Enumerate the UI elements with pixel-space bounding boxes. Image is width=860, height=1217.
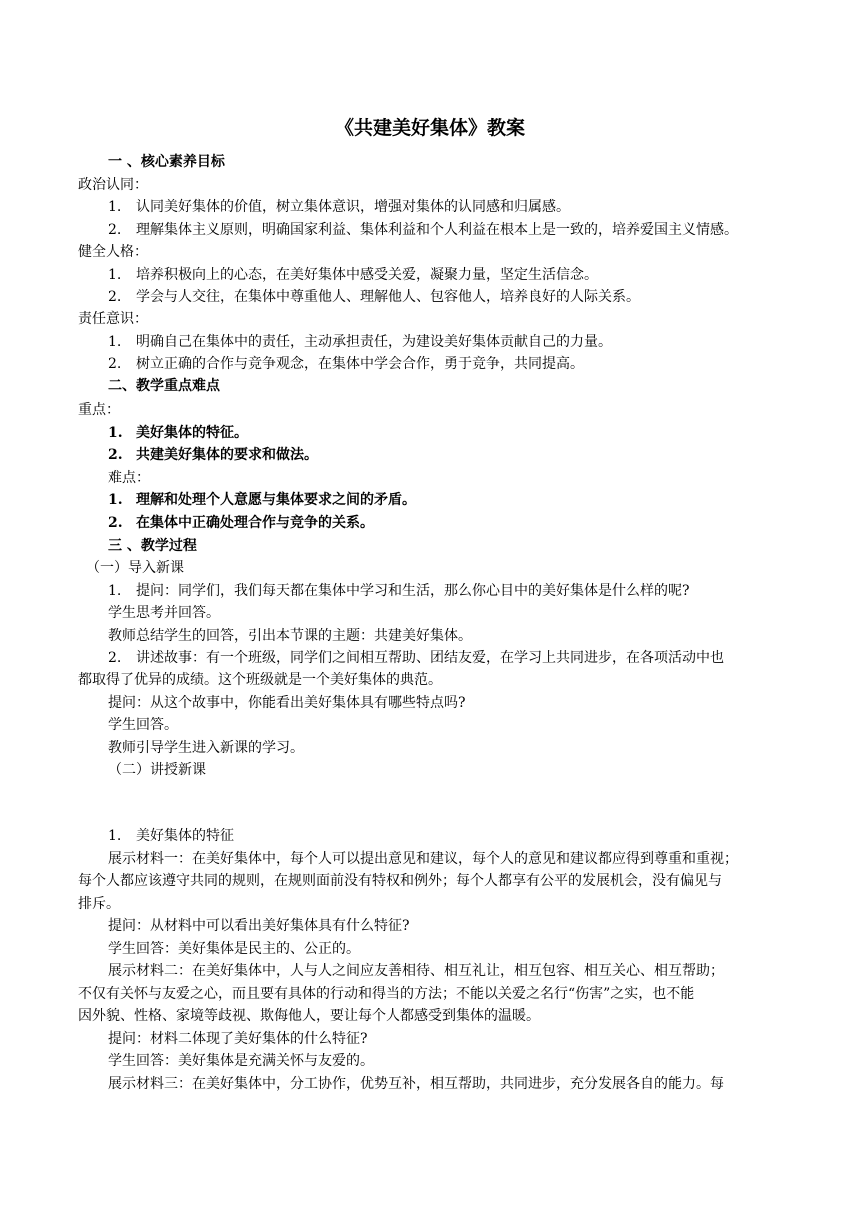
- paragraph: 提问：从这个故事中，你能看出美好集体具有哪些特点吗?: [108, 695, 466, 711]
- list-number: 1.: [108, 334, 122, 350]
- list-text: 学会与人交往，在集体中尊重他人、理解他人、包容他人，培养良好的人际关系。: [136, 289, 640, 305]
- paragraph: 学生回答：美好集体是民主的、公正的。: [108, 941, 360, 957]
- paragraph: 不仅有关怀与友爱之心，而且要有具体的行动和得当的方法；不能以关爱之名行“伤害”之实，也不能: [78, 986, 695, 1002]
- paragraph-text: 提问：同学们，我们每天都在集体中学习和生活，那么你心目中的美好集体是什么样的呢?: [136, 583, 690, 599]
- list-text: 在集体中正确处理合作与竞争的关系。: [136, 515, 374, 531]
- label-sound-personality: 健全人格：: [78, 244, 148, 260]
- list-item: [108, 198, 570, 216]
- list-number: 2.: [108, 447, 123, 463]
- list-text: 认同美好集体的价值，树立集体意识，增强对集体的认同感和归属感。: [136, 199, 570, 215]
- section-heading-key-points: 二、教学重点难点: [108, 378, 220, 394]
- list-item: [108, 355, 584, 373]
- subheading-new-lesson: （二）讲授新课: [108, 762, 206, 778]
- list-number: 2.: [108, 356, 122, 372]
- list-text: 培养积极向上的心态，在美好集体中感受关爱，凝聚力量，坚定生活信念。: [136, 267, 598, 283]
- section-heading-core-goals: 一 、核心素养目标: [108, 154, 225, 170]
- list-number: 1.: [108, 828, 122, 844]
- list-item: [108, 491, 416, 509]
- list-number: 1.: [108, 267, 122, 283]
- subheading-text: 美好集体的特征: [136, 828, 234, 844]
- paragraph: [108, 649, 724, 667]
- label-political-identity: 政治认同：: [78, 177, 148, 193]
- list-number: 1.: [108, 425, 123, 441]
- list-item: [108, 446, 318, 464]
- list-text: 美好集体的特征。: [136, 425, 248, 441]
- paragraph: 展示材料三：在美好集体中，分工协作，优势互补，相互帮助，共同进步，充分发展各自的能力。每: [108, 1076, 724, 1092]
- paragraph: 学生回答。: [108, 717, 178, 733]
- list-item: [108, 266, 598, 284]
- list-item: [108, 333, 612, 351]
- section-heading-teaching-process: 三 、教学过程: [108, 538, 197, 554]
- list-item: [108, 424, 248, 442]
- paragraph-text: 讲述故事：有一个班级，同学们之间相互帮助、团结友爱，在学习上共同进步，在各项活动中也: [136, 650, 724, 666]
- paragraph: 展示材料一：在美好集体中，每个人可以提出意见和建议，每个人的意见和建议都应得到尊重和重视；: [108, 851, 738, 867]
- list-text: 理解和处理个人意愿与集体要求之间的矛盾。: [136, 492, 416, 508]
- paragraph: 提问：材料二体现了美好集体的什么特征?: [108, 1031, 368, 1047]
- list-text: 明确自己在集体中的责任，主动承担责任，为建设美好集体贡献自己的力量。: [136, 334, 612, 350]
- paragraph: 每个人都应该遵守共同的规则，在规则面前没有特权和例外；每个人都享有公平的发展机会，没有偏见与: [78, 873, 722, 889]
- paragraph: 提问：从材料中可以看出美好集体具有什么特征?: [108, 918, 410, 934]
- paragraph: 教师引导学生进入新课的学习。: [108, 740, 304, 756]
- list-number: 1.: [108, 199, 122, 215]
- list-number: 2.: [108, 289, 122, 305]
- list-text: 理解集体主义原则，明确国家利益、集体利益和个人利益在根本上是一致的，培养爱国主义情感。: [136, 222, 738, 238]
- list-item: [108, 288, 640, 306]
- list-item: [108, 221, 738, 239]
- paragraph: 因外貌、性格、家境等歧视、欺侮他人，要让每个人都感受到集体的温暖。: [78, 1008, 540, 1024]
- list-number: 1.: [108, 583, 122, 599]
- list-number: 2.: [108, 515, 123, 531]
- subheading-introduction: （一）导入新课: [86, 560, 184, 576]
- label-key-points: 重点：: [78, 402, 120, 418]
- subheading-features: [108, 827, 234, 845]
- list-text: 共建美好集体的要求和做法。: [136, 447, 318, 463]
- paragraph: 学生思考并回答。: [108, 605, 220, 621]
- list-number: 2.: [108, 222, 122, 238]
- label-difficulties: 难点：: [108, 470, 150, 486]
- label-responsibility: 责任意识：: [78, 311, 148, 327]
- paragraph: 排斥。: [78, 896, 120, 912]
- list-item: [108, 514, 374, 532]
- paragraph: 展示材料二：在美好集体中，人与人之间应友善相待、相互礼让，相互包容、相互关心、相互帮助；: [108, 963, 724, 979]
- paragraph: [108, 582, 690, 600]
- paragraph: 都取得了优异的成绩。这个班级就是一个美好集体的典范。: [78, 672, 442, 688]
- paragraph: 学生回答：美好集体是充满关怀与友爱的。: [108, 1053, 374, 1069]
- document-title: 《共建美好集体》教案: [334, 117, 525, 139]
- list-text: 树立正确的合作与竞争观念，在集体中学会合作，勇于竞争，共同提高。: [136, 356, 584, 372]
- list-number: 1.: [108, 492, 123, 508]
- paragraph: 教师总结学生的回答，引出本节课的主题：共建美好集体。: [108, 628, 472, 644]
- list-number: 2.: [108, 650, 122, 666]
